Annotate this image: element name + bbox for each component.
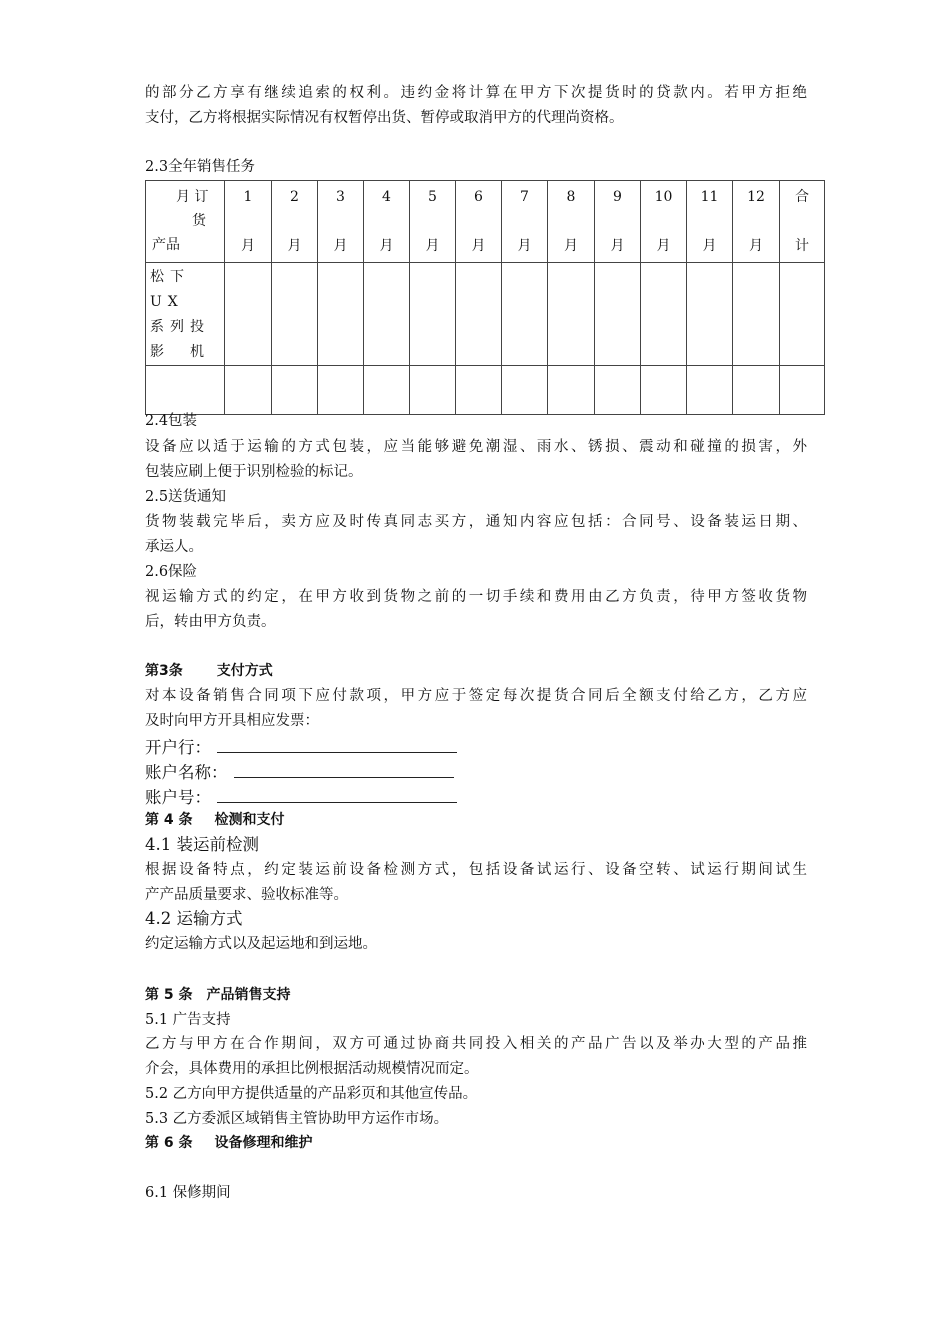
section-title: 2.5送货通知 (145, 489, 227, 505)
section-title: 4.2 运输方式 (145, 909, 243, 928)
month-header: 9 月 (595, 181, 641, 263)
section-title: 6.1 保修期间 (145, 1185, 231, 1201)
paragraph-line: 承运人。 (145, 539, 203, 555)
paragraph-line: 设备应以适于运输的方式包装，应当能够避免潮湿、雨水、锈损、震动和碰撞的损害，外 (145, 439, 807, 455)
section-title: 5.1 广告支持 (145, 1012, 231, 1028)
month-header: 5 月 (410, 181, 456, 263)
account-name-input-line[interactable] (234, 761, 454, 778)
total-header: 合 计 (780, 181, 825, 263)
product-cell: 松下 UX 系列投 影 机 (146, 263, 225, 366)
corner-product: 产品 (152, 237, 180, 253)
bank-field: 开户行： (145, 736, 807, 758)
section-title: 4.1 装运前检测 (145, 835, 259, 854)
paragraph-line: 货物装载完毕后，卖方应及时传真同志买方，通知内容应包括：合同号、设备装运日期、 (145, 514, 807, 530)
month-header: 2 月 (272, 181, 318, 263)
sales-task-table (145, 180, 825, 415)
month-header: 4 月 (364, 181, 410, 263)
month-header: 8 月 (548, 181, 595, 263)
table-row (146, 263, 825, 366)
paragraph-line: 约定运输方式以及起运地和到运地。 (145, 936, 377, 952)
account-number-input-line[interactable] (217, 786, 457, 803)
paragraph-line: 后，转由甲方负责。 (145, 614, 276, 630)
corner-header (146, 181, 225, 263)
paragraph-line: 及时向甲方开具相应发票： (145, 713, 319, 729)
article-heading: 第 5 条 产品销售支持 (145, 987, 291, 1003)
bank-input-line[interactable] (217, 736, 457, 753)
paragraph-line: 根据设备特点，约定装运前设备检测方式，包括设备试运行、设备空转、试运行期间试生 (145, 862, 807, 878)
month-header: 6 月 (456, 181, 502, 263)
month-header: 10 月 (641, 181, 687, 263)
section-title: 2.4包装 (145, 413, 198, 429)
month-header: 11 月 (687, 181, 733, 263)
account-name-field: 账户名称： (145, 761, 807, 783)
article-heading: 第3条 支付方式 (145, 663, 273, 679)
paragraph-line: 介会，具体费用的承担比例根据活动规模情况而定。 (145, 1061, 479, 1077)
table-row (146, 366, 825, 415)
paragraph-line: 包装应刷上便于识别检验的标记。 (145, 464, 363, 480)
paragraph-line: 乙方与甲方在合作期间，双方可通过协商共同投入相关的产品广告以及举办大型的产品推 (145, 1036, 807, 1052)
month-header: 7 月 (502, 181, 548, 263)
article-heading: 第 6 条 设备修理和维护 (145, 1135, 313, 1151)
paragraph-line: 支付，乙方将根据实际情况有权暂停出货、暂停或取消甲方的代理尚资格。 (145, 110, 624, 126)
paragraph-line: 5.2 乙方向甲方提供适量的产品彩页和其他宣传品。 (145, 1086, 478, 1102)
corner-goods: 货 (192, 213, 206, 229)
paragraph-line: 产产品质量要求、验收标准等。 (145, 887, 348, 903)
account-number-field: 账户号： (145, 786, 807, 808)
corner-month-order: 月 订 (176, 189, 209, 205)
paragraph-line: 5.3 乙方委派区域销售主管协助甲方运作市场。 (145, 1111, 449, 1127)
section-title: 2.3全年销售任务 (145, 159, 256, 175)
paragraph-line: 的部分乙方享有继续追索的权利。违约金将计算在甲方下次提货时的贷款内。若甲方拒绝 (145, 85, 807, 101)
month-header: 3 月 (318, 181, 364, 263)
section-title: 2.6保险 (145, 564, 198, 580)
paragraph-line: 对本设备销售合同项下应付款项，甲方应于签定每次提货合同后全额支付给乙方，乙方应 (145, 688, 807, 704)
month-header: 12 月 (733, 181, 780, 263)
paragraph-line: 视运输方式的约定，在甲方收到货物之前的一切手续和费用由乙方负责，待甲方签收货物 (145, 589, 807, 605)
article-heading: 第 4 条 检测和支付 (145, 812, 285, 828)
month-header: 1 月 (225, 181, 272, 263)
